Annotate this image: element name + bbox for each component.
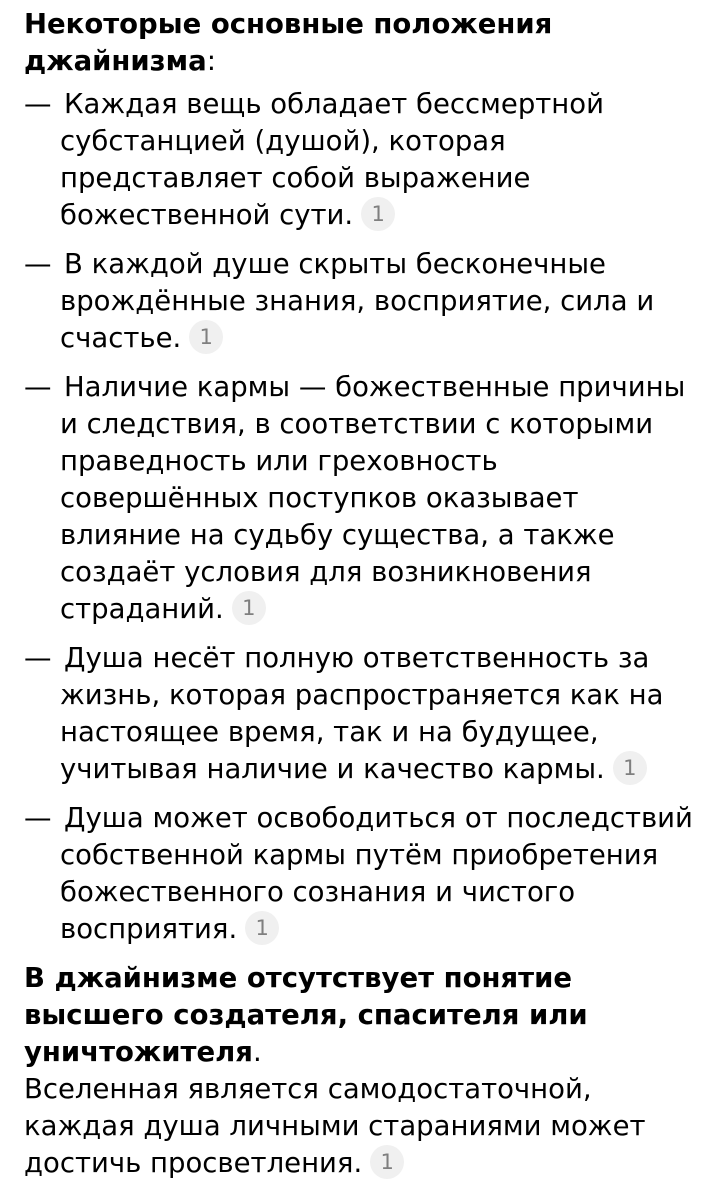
list-dash: — bbox=[24, 802, 52, 834]
list-item bbox=[24, 246, 700, 357]
closing-text: Вселенная является самодостаточной, каждая душа личными стараниями может достичь просветления. bbox=[24, 1073, 646, 1179]
citation-badge[interactable]: 1 bbox=[245, 911, 279, 945]
list-item-text: В каждой душе скрыты бесконечные врождённые знания, восприятие, сила и счастье. bbox=[60, 248, 655, 354]
closing-bold-text: В джайнизме отсутствует понятие высшего создателя, спасителя или уничтожителя bbox=[24, 962, 588, 1068]
citation-badge[interactable]: 1 bbox=[189, 320, 223, 354]
list-item bbox=[24, 86, 700, 234]
list-item-text: Каждая вещь обладает бессмертной субстанцией (душой), которая представляет собой выражение божественной сути. bbox=[60, 88, 604, 231]
heading-bold-text: Некоторые основные положения джайнизма bbox=[24, 8, 553, 77]
list-item-text: Душа может освободиться от последствий собственной кармы путём приобретения божественного сознания и чистого восприятия. bbox=[60, 802, 693, 945]
list-dash: — bbox=[24, 642, 52, 674]
principles-list bbox=[24, 86, 700, 948]
section-heading bbox=[24, 6, 700, 80]
heading-suffix: : bbox=[206, 45, 216, 77]
list-item bbox=[24, 800, 700, 948]
closing-paragraph bbox=[24, 960, 700, 1182]
list-dash: — bbox=[24, 371, 52, 403]
list-item bbox=[24, 369, 700, 628]
list-item-text: Душа несёт полную ответственность за жизнь, которая распространяется как на настоящее время, так и на будущее, учитывая наличие и качество кармы. bbox=[60, 642, 664, 785]
list-dash: — bbox=[24, 248, 52, 280]
citation-badge[interactable]: 1 bbox=[232, 591, 266, 625]
citation-badge[interactable]: 1 bbox=[613, 751, 647, 785]
list-dash: — bbox=[24, 88, 52, 120]
list-item-text: Наличие кармы — божественные причины и следствия, в соответствии с которыми праведность или греховность совершённых поступков оказывает влияние на судьбу существа, а также создаёт условия для возникновения страданий. bbox=[60, 371, 686, 625]
list-item bbox=[24, 640, 700, 788]
citation-badge[interactable]: 1 bbox=[361, 197, 395, 231]
citation-badge[interactable]: 1 bbox=[370, 1145, 404, 1179]
closing-period: . bbox=[252, 1036, 262, 1068]
